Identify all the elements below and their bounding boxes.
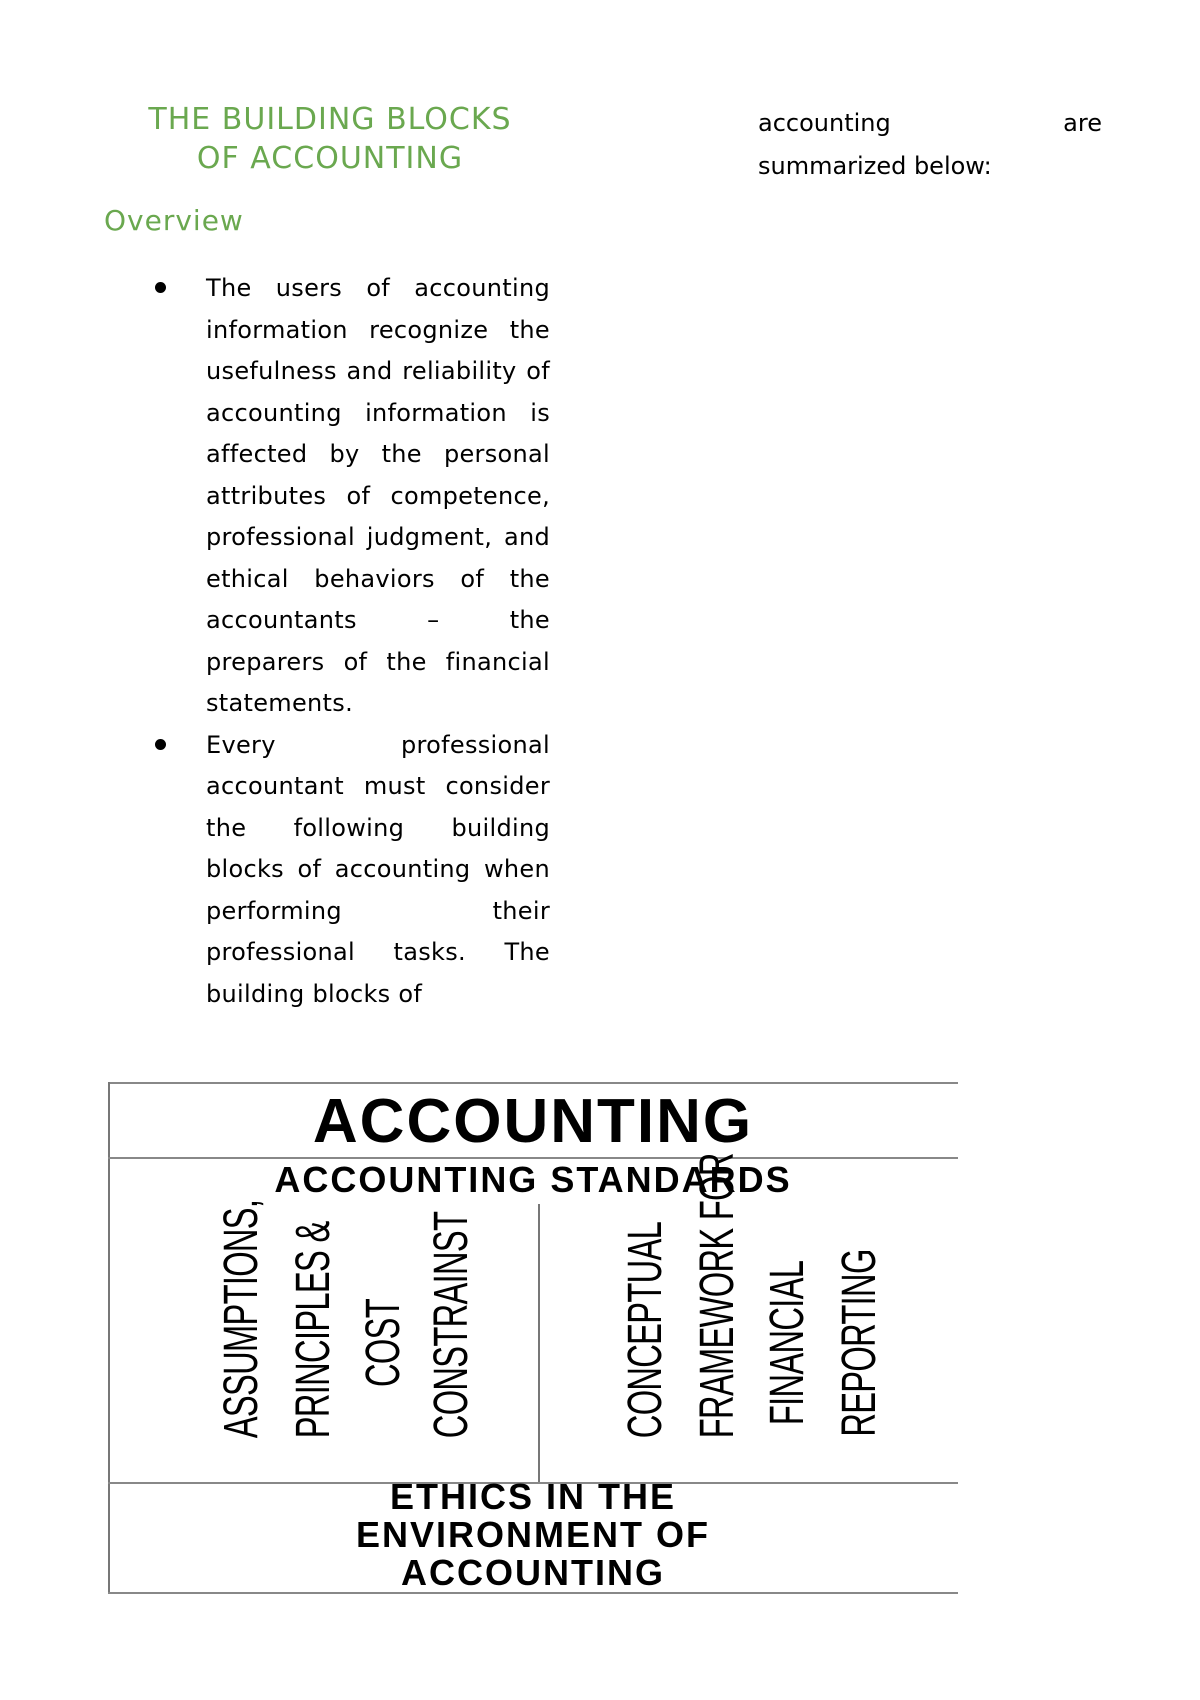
bullet-icon xyxy=(155,739,166,750)
diagram-left-block xyxy=(108,1199,538,1484)
bullet-icon xyxy=(155,282,166,293)
diagram-right-block xyxy=(538,1153,958,1484)
right-block-line-3: FINANCIAL xyxy=(761,1260,814,1426)
document-title xyxy=(110,100,550,178)
ethics-line-2: ENVIRONMENT OF xyxy=(355,1514,710,1555)
building-blocks-diagram xyxy=(108,1082,958,1594)
left-block-line-3: COST xyxy=(357,1299,410,1387)
overview-heading: Overview xyxy=(104,204,244,237)
diagram-ethics-label xyxy=(108,1478,958,1592)
right-block-line-1: CONCEPTUAL xyxy=(619,1221,672,1439)
continuation-text xyxy=(758,102,1102,188)
ethics-line-3: ACCOUNTING xyxy=(401,1552,665,1593)
bullet-text: The users of accounting information recognize the usefulness and reliability of accounting information is affected by the personal attributes of competence, professional judgment, and ethical behaviors of the accountants – the preparers of the financial statements. xyxy=(206,274,550,717)
left-block-line-2: PRINCIPLES & xyxy=(287,1221,340,1439)
bullet-text: Every professional accountant must consider the following building blocks of accounting when performing their professional tasks. The building blocks of xyxy=(206,730,550,1008)
left-block-line-4: CONSTRAINST xyxy=(425,1211,478,1439)
ethics-line-1: ETHICS IN THE xyxy=(389,1476,676,1517)
diagram-standards-label: ACCOUNTING STANDARDS xyxy=(274,1159,792,1200)
title-line-2: OF ACCOUNTING xyxy=(196,141,464,176)
overview-bullet-list xyxy=(150,268,550,1015)
continuation-line-1: accounting are xyxy=(758,109,1102,137)
right-block-line-2: FRAMEWORK FOR xyxy=(691,1153,744,1439)
bullet-item xyxy=(150,725,550,1016)
diagram-accounting-label: ACCOUNTING xyxy=(312,1087,754,1156)
left-block-line-1: ASSUMPTIONS, xyxy=(215,1199,268,1439)
bullet-item xyxy=(150,268,550,725)
title-line-1: THE BUILDING BLOCKS xyxy=(148,102,512,137)
right-block-line-4: REPORTING xyxy=(833,1249,886,1437)
diagram-border-top xyxy=(108,1082,958,1084)
continuation-line-2: summarized below: xyxy=(758,152,992,180)
